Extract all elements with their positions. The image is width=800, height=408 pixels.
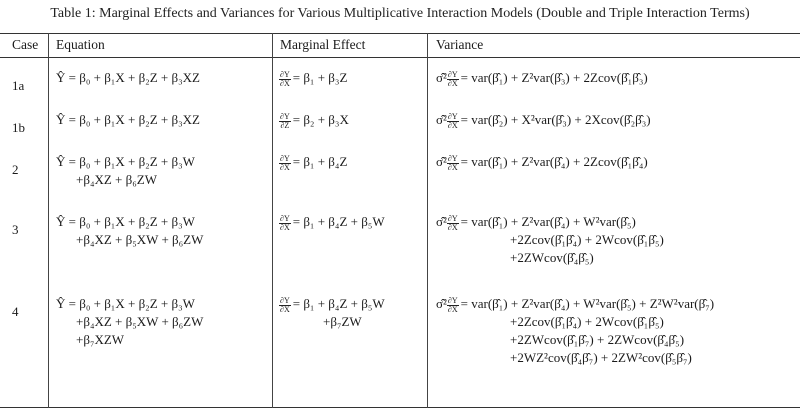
equation-line: +β₄XZ + β₅XW + β₆ZW — [76, 314, 204, 329]
sigma-symbol: σ̂² — [436, 70, 447, 85]
partial-derivative-num: ∂Y — [280, 69, 290, 79]
partial-derivative — [279, 297, 291, 314]
marginal-effect-cell — [279, 295, 385, 331]
col-divider-2 — [272, 33, 273, 408]
equation-cell — [56, 213, 203, 249]
case-label: 3 — [12, 222, 19, 237]
header-variance: Variance — [436, 37, 484, 52]
equation-line: +β₇XZW — [76, 332, 125, 347]
equation-cell — [56, 111, 200, 129]
partial-derivative-num: ∂Y — [280, 111, 290, 121]
variance-text: +2ZWcov(β̂₄β̂₅) — [510, 250, 594, 265]
table-caption: Table 1: Marginal Effects and Variances for Various Multiplicative Interaction Models (Double and Triple Interaction Terms) — [50, 6, 750, 21]
variance-text: = var(β̂₁) + Z²var(β̂₄) + 2Zcov(β̂₁β̂₄) — [460, 154, 648, 169]
equation-line: Ŷ = β₀ + β₁X + β₂Z + β₃W — [56, 214, 195, 229]
variance-subscript-num: ∂Y — [447, 111, 458, 121]
equation-line: Ŷ = β₀ + β₁X + β₂Z + β₃XZ — [56, 70, 200, 85]
variance-subscript — [447, 215, 459, 232]
partial-derivative — [279, 113, 291, 130]
case-label: 2 — [12, 162, 19, 177]
marginal-text: = β₁ + β₄Z + β₅W — [292, 296, 385, 311]
variance-cell — [436, 111, 651, 129]
variance-cell — [436, 153, 648, 171]
variance-text: +2Zcov(β̂₁β̂₄) + 2Wcov(β̂₁β̂₅) — [510, 232, 664, 247]
variance-text: = var(β̂₁) + Z²var(β̂₃) + 2Zcov(β̂₁β̂₃) — [460, 70, 648, 85]
variance-cell — [436, 213, 664, 267]
sigma-symbol: σ̂² — [436, 112, 447, 127]
marginal-line — [279, 295, 385, 313]
variance-subscript-den: ∂X — [447, 120, 458, 130]
variance-line — [436, 213, 664, 231]
variance-line — [436, 331, 714, 349]
variance-text: = var(β̂₁) + Z²var(β̂₄) + W²var(β̂₅) — [460, 214, 636, 229]
variance-text: +2ZWcov(β̂₁β̂₇) + 2ZWcov(β̂₄β̂₅) — [510, 332, 685, 347]
case-label: 1b — [12, 120, 25, 135]
equation-cell — [56, 153, 195, 189]
equation-line: +β₄XZ + β₅XW + β₆ZW — [76, 232, 204, 247]
equation-cell — [56, 69, 200, 87]
partial-derivative-den: ∂X — [280, 162, 290, 172]
equation-line: +β₄XZ + β₆ZW — [76, 172, 157, 187]
variance-text: +2WZ²cov(β̂₄β̂₇) + 2ZW²cov(β̂₅β̂₇) — [510, 350, 692, 365]
variance-subscript — [447, 155, 459, 172]
marginal-line — [279, 313, 385, 331]
case-label: 4 — [12, 304, 19, 319]
marginal-text: = β₁ + β₄Z — [292, 154, 348, 169]
equation-line: Ŷ = β₀ + β₁X + β₂Z + β₃W — [56, 296, 195, 311]
col-divider-1 — [48, 33, 49, 408]
marginal-effect-cell — [279, 153, 347, 171]
header-equation: Equation — [56, 37, 105, 52]
variance-line — [436, 231, 664, 249]
variance-line — [436, 349, 714, 367]
variance-line — [436, 313, 714, 331]
variance-line — [436, 69, 648, 87]
variance-cell — [436, 69, 648, 87]
marginal-line — [279, 153, 347, 171]
variance-subscript — [447, 297, 459, 314]
header-marginal-effect: Marginal Effect — [280, 37, 366, 52]
marginal-text: = β₁ + β₃Z — [292, 70, 348, 85]
variance-line — [436, 249, 664, 267]
variance-subscript-den: ∂X — [447, 162, 458, 172]
variance-subscript — [447, 113, 459, 130]
marginal-text: = β₂ + β₃X — [292, 112, 349, 127]
partial-derivative-den: ∂X — [280, 222, 290, 232]
marginal-line — [279, 213, 385, 231]
variance-line — [436, 111, 651, 129]
partial-derivative — [279, 215, 291, 232]
rule-top — [0, 33, 800, 34]
variance-line — [436, 295, 714, 313]
equation-line: Ŷ = β₀ + β₁X + β₂Z + β₃XZ — [56, 112, 200, 127]
partial-derivative-den: ∂X — [280, 304, 290, 314]
marginal-line — [279, 111, 349, 129]
variance-subscript-den: ∂X — [447, 304, 458, 314]
equation-line: Ŷ = β₀ + β₁X + β₂Z + β₃W — [56, 154, 195, 169]
marginal-line — [279, 69, 347, 87]
header-case: Case — [12, 37, 39, 52]
case-label: 1a — [12, 78, 25, 93]
sigma-symbol: σ̂² — [436, 296, 447, 311]
variance-subscript-num: ∂Y — [447, 153, 458, 163]
variance-text: +2Zcov(β̂₁β̂₄) + 2Wcov(β̂₁β̂₅) — [510, 314, 664, 329]
equation-cell — [56, 295, 203, 349]
partial-derivative-num: ∂Y — [280, 153, 290, 163]
rule-header — [0, 57, 800, 58]
sigma-symbol: σ̂² — [436, 154, 447, 169]
marginal-text: = β₁ + β₄Z + β₅W — [292, 214, 385, 229]
partial-derivative — [279, 71, 291, 88]
partial-derivative — [279, 155, 291, 172]
variance-text: = var(β̂₁) + Z²var(β̂₄) + W²var(β̂₅) + Z²W²var(β̂₇) — [460, 296, 715, 311]
variance-subscript-num: ∂Y — [447, 295, 458, 305]
variance-subscript-den: ∂X — [447, 78, 458, 88]
variance-subscript-den: ∂X — [447, 222, 458, 232]
marginal-effect-cell — [279, 213, 385, 231]
variance-subscript-num: ∂Y — [447, 213, 458, 223]
marginal-effect-cell — [279, 69, 347, 87]
marginal-effect-cell — [279, 111, 349, 129]
partial-derivative-den: ∂X — [280, 78, 290, 88]
col-divider-3 — [427, 33, 428, 408]
variance-cell — [436, 295, 714, 367]
marginal-text: +β₇ZW — [323, 314, 362, 329]
partial-derivative-num: ∂Y — [280, 213, 290, 223]
partial-derivative-num: ∂Y — [280, 295, 290, 305]
variance-text: = var(β̂₂) + X²var(β̂₃) + 2Xcov(β̂₂β̂₃) — [460, 112, 651, 127]
variance-subscript — [447, 71, 459, 88]
variance-line — [436, 153, 648, 171]
variance-subscript-num: ∂Y — [447, 69, 458, 79]
sigma-symbol: σ̂² — [436, 214, 447, 229]
partial-derivative-den: ∂Z — [280, 120, 290, 130]
